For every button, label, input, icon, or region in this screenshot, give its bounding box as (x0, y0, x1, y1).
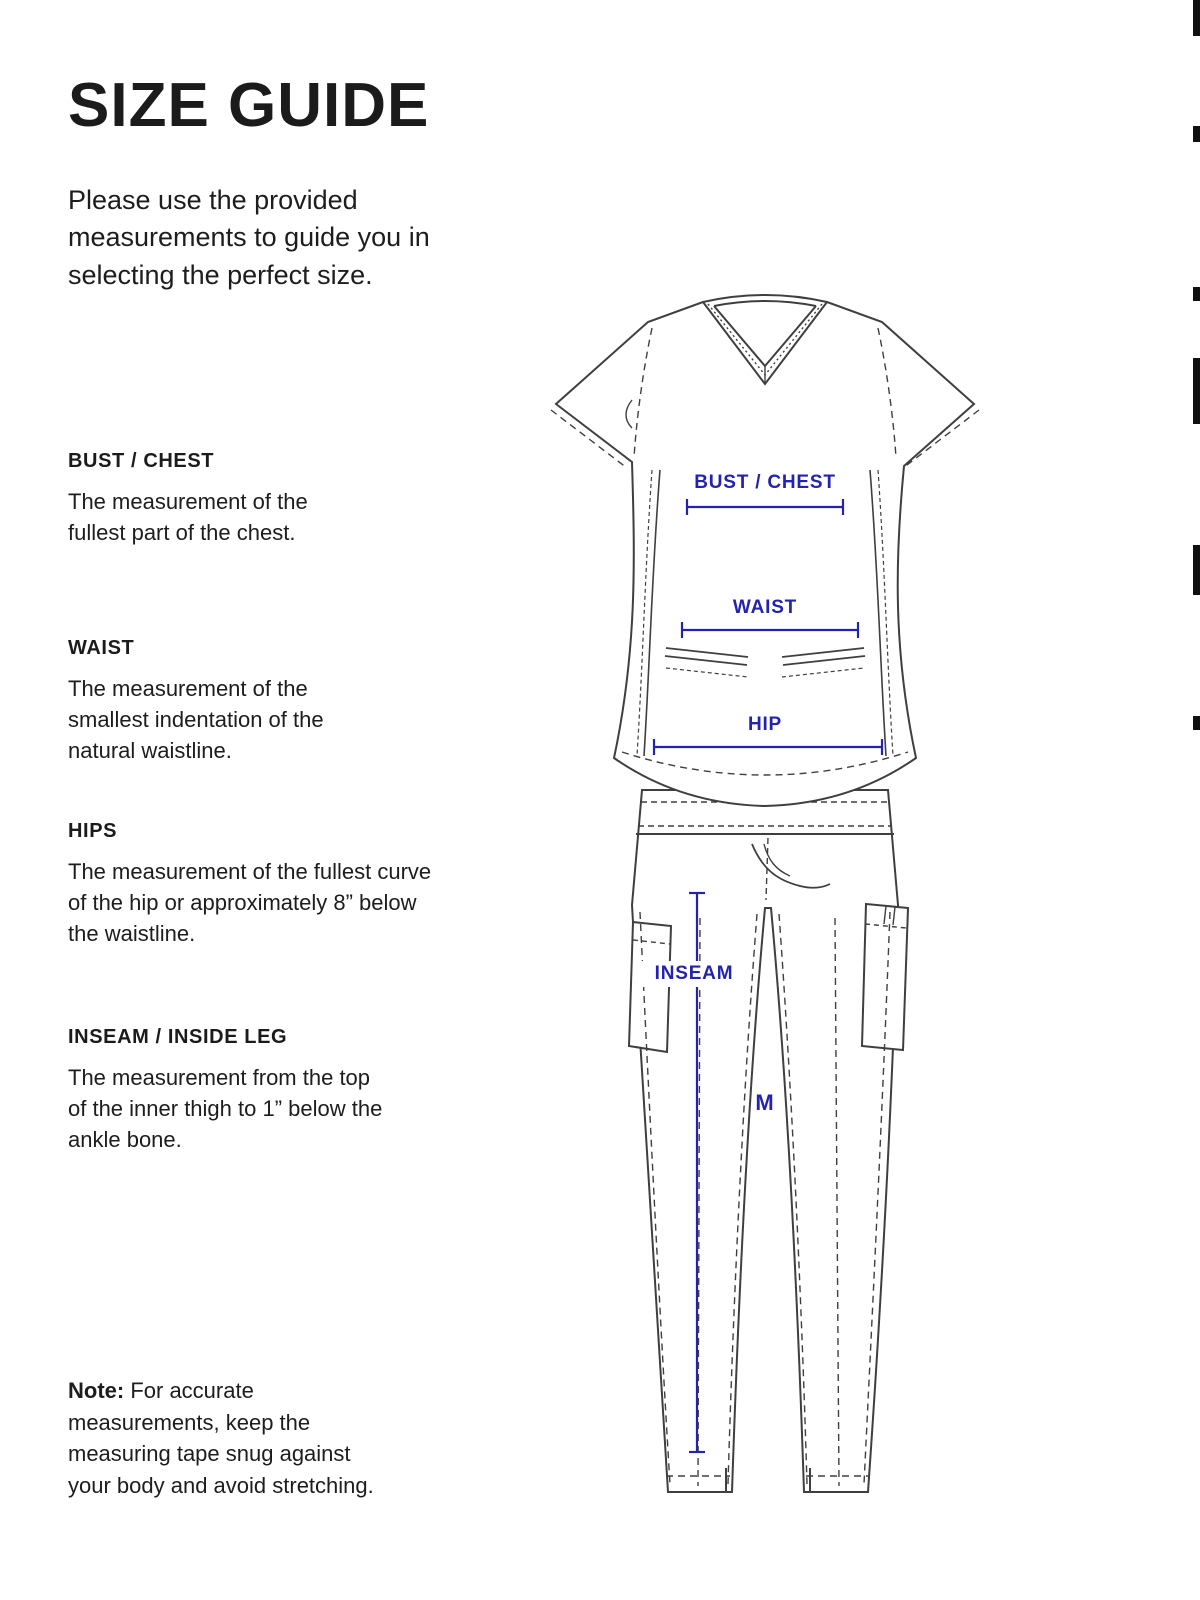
section-heading: HIPS (68, 820, 118, 842)
scrub-pants-drawing (629, 790, 908, 1492)
section-body: The measurement of the fullest part of the chest. (68, 489, 308, 546)
intro-text: Please use the provided measurements to guide you in selecting the perfect size. (68, 185, 430, 290)
note-label: Note: (68, 1378, 125, 1403)
section-heading: INSEAM / INSIDE LEG (68, 1026, 288, 1048)
definition-inseam (68, 1026, 393, 1156)
section-body: The measurement of the fullest curve of the hip or approximately 8” below the waistline. (68, 859, 432, 947)
bust-dimension-label: BUST / CHEST (694, 472, 836, 493)
screen-edge-artifact (1193, 287, 1200, 301)
section-body: The measurement of the smallest indentation of the natural waistline. (68, 676, 324, 764)
section-heading: BUST / CHEST (68, 450, 215, 472)
section-body: The measurement from the top of the inner thigh to 1” below the ankle bone. (68, 1065, 383, 1153)
size-marker-label: M (755, 1090, 775, 1115)
screen-edge-artifact (1193, 126, 1200, 142)
definition-bust-chest (68, 450, 368, 548)
definition-waist (68, 637, 368, 767)
inseam-dimension-label: INSEAM (640, 961, 748, 987)
page-title: SIZE GUIDE (68, 71, 430, 140)
screen-edge-artifact (1193, 358, 1200, 424)
section-heading: WAIST (68, 637, 135, 659)
note-body: For accurate measurements, keep the measuring tape snug against your body and avoid stretching. (68, 1378, 374, 1499)
screen-edge-artifact (1193, 716, 1200, 730)
note-text (68, 1375, 398, 1502)
definition-hips (68, 820, 443, 950)
hip-dimension-label: HIP (747, 714, 783, 735)
screen-edge-artifact (1193, 0, 1200, 36)
waist-dimension-label: WAIST (732, 597, 798, 618)
screen-edge-artifact (1193, 545, 1200, 595)
